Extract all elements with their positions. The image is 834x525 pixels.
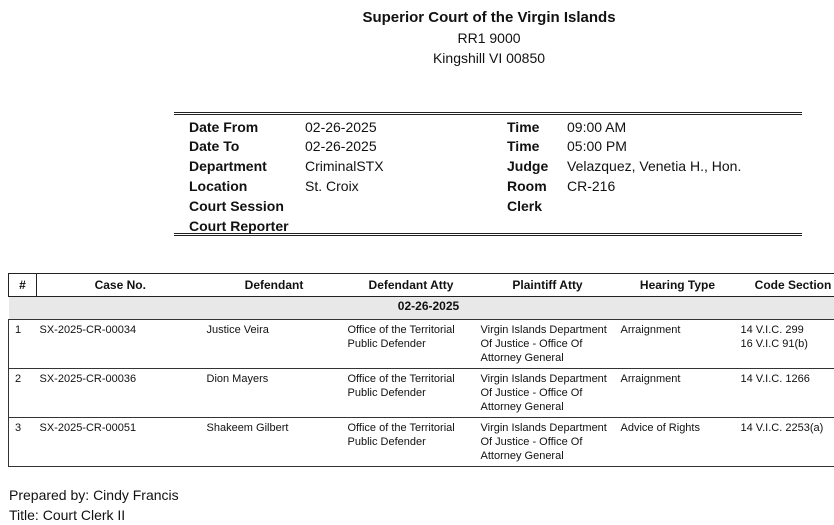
code-section-line: 16 V.I.C 91(b) <box>741 337 834 351</box>
time-to-label: Time <box>507 136 539 156</box>
defendant-atty-line: Office of the Territorial <box>348 421 475 435</box>
plaintiff-atty-line: Of Justice - Office Of <box>481 435 615 449</box>
judge-label: Judge <box>507 156 548 176</box>
plaintiff-atty-line: Virgin Islands Department <box>481 323 615 337</box>
col-header-code-section: Code Section <box>738 274 834 297</box>
plaintiff-atty-line: Of Justice - Office Of <box>481 337 615 351</box>
cases-table <box>8 273 834 467</box>
code-section <box>738 320 834 369</box>
plaintiff-atty-line: Of Justice - Office Of <box>481 386 615 400</box>
department-label: Department <box>189 156 267 176</box>
case-number: SX-2025-CR-00034 <box>37 320 204 369</box>
row-number: 3 <box>9 418 37 467</box>
time-from-value: 09:00 AM <box>567 117 626 137</box>
judge-value: Velazquez, Venetia H., Hon. <box>567 156 741 176</box>
defendant-atty-line: Office of the Territorial <box>348 372 475 386</box>
table-header-row <box>9 274 834 297</box>
court-address-line1: RR1 9000 <box>0 28 834 48</box>
report-footer <box>9 485 179 525</box>
department-value: CriminalSTX <box>305 156 384 176</box>
plaintiff-atty <box>478 320 618 369</box>
hearing-type: Advice of Rights <box>618 418 738 467</box>
col-header-defendant-atty: Defendant Atty <box>345 274 478 297</box>
date-from-value: 02-26-2025 <box>305 117 377 137</box>
plaintiff-atty-line: Attorney General <box>481 449 615 463</box>
plaintiff-atty <box>478 369 618 418</box>
title-label: Title: <box>9 507 39 523</box>
title-line <box>9 505 179 525</box>
prepared-by-value: Cindy Francis <box>93 487 179 503</box>
col-header-defendant: Defendant <box>204 274 345 297</box>
plaintiff-atty-line: Attorney General <box>481 400 615 414</box>
report-header <box>0 8 834 68</box>
room-value: CR-216 <box>567 176 615 196</box>
code-section-line: 14 V.I.C. 1266 <box>741 372 834 386</box>
col-header-number: # <box>9 274 37 297</box>
plaintiff-atty-line: Virgin Islands Department <box>481 372 615 386</box>
code-section <box>738 418 834 467</box>
defendant-atty-line: Public Defender <box>348 435 475 449</box>
code-section-line: 14 V.I.C. 299 <box>741 323 834 337</box>
court-reporter-label: Court Reporter <box>189 216 289 236</box>
time-to-value: 05:00 PM <box>567 136 627 156</box>
code-section <box>738 369 834 418</box>
time-from-label: Time <box>507 117 539 137</box>
code-section-line: 14 V.I.C. 2253(a) <box>741 421 834 435</box>
date-group-row <box>9 297 834 320</box>
date-to-label: Date To <box>189 136 239 156</box>
row-number: 1 <box>9 320 37 369</box>
hearing-type: Arraignment <box>618 369 738 418</box>
location-value: St. Croix <box>305 176 359 196</box>
defendant-atty <box>345 320 478 369</box>
table-row <box>9 320 834 369</box>
defendant-name: Shakeem Gilbert <box>204 418 345 467</box>
defendant-atty-line: Office of the Territorial <box>348 323 475 337</box>
case-number: SX-2025-CR-00051 <box>37 418 204 467</box>
case-number: SX-2025-CR-00036 <box>37 369 204 418</box>
session-info <box>174 112 802 236</box>
plaintiff-atty <box>478 418 618 467</box>
plaintiff-atty-line: Attorney General <box>481 351 615 365</box>
date-from-label: Date From <box>189 117 258 137</box>
prepared-by-label: Prepared by: <box>9 487 89 503</box>
col-header-plaintiff-atty: Plaintiff Atty <box>478 274 618 297</box>
plaintiff-atty-line: Virgin Islands Department <box>481 421 615 435</box>
col-header-hearing-type: Hearing Type <box>618 274 738 297</box>
row-number: 2 <box>9 369 37 418</box>
hearing-type: Arraignment <box>618 320 738 369</box>
table-row <box>9 418 834 467</box>
table-row <box>9 369 834 418</box>
defendant-atty <box>345 418 478 467</box>
court-address-line2: Kingshill VI 00850 <box>0 48 834 68</box>
defendant-atty <box>345 369 478 418</box>
court-name: Superior Court of the Virgin Islands <box>0 8 834 28</box>
prepared-by-line <box>9 485 179 505</box>
title-value: Court Clerk II <box>43 507 125 523</box>
defendant-name: Dion Mayers <box>204 369 345 418</box>
defendant-atty-line: Public Defender <box>348 386 475 400</box>
location-label: Location <box>189 176 247 196</box>
group-date: 02-26-2025 <box>9 297 834 320</box>
col-header-case-no: Case No. <box>37 274 204 297</box>
room-label: Room <box>507 176 547 196</box>
court-session-label: Court Session <box>189 196 284 216</box>
date-to-value: 02-26-2025 <box>305 136 377 156</box>
clerk-label: Clerk <box>507 196 542 216</box>
defendant-name: Justice Veira <box>204 320 345 369</box>
defendant-atty-line: Public Defender <box>348 337 475 351</box>
